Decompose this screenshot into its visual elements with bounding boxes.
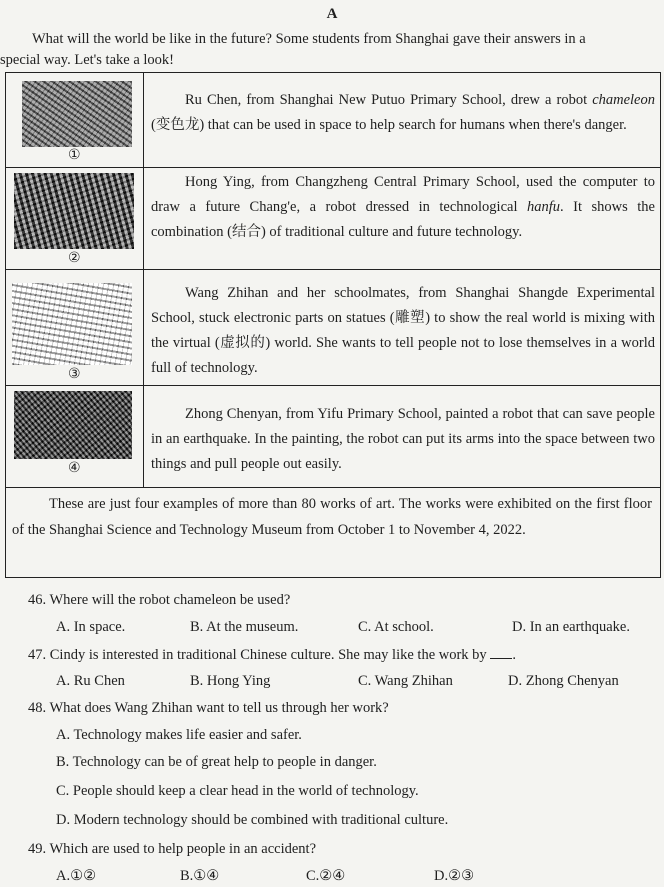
option-48-c[interactable]: C. People should keep a clear head in the world of technology. xyxy=(56,783,419,799)
column-divider xyxy=(143,73,144,487)
option-47-c[interactable]: C. Wang Zhihan xyxy=(358,673,453,689)
work-description xyxy=(151,88,655,138)
work-text: . It shows the combination (结合) of traditional culture and future technology. xyxy=(151,199,655,240)
works-table xyxy=(5,72,661,578)
option-48-a[interactable]: A. Technology makes life easier and safer. xyxy=(56,727,302,743)
option-49-a[interactable]: A.①② xyxy=(56,868,97,884)
question-49: 49. Which are used to help people in an accident? xyxy=(28,841,317,857)
option-46-c[interactable]: C. At school. xyxy=(358,619,434,635)
passage-heading: A xyxy=(326,6,338,22)
option-46-a[interactable]: A. In space. xyxy=(56,619,126,635)
table-footer-note: These are just four examples of more than 80 works of art. The works were exhibited on the first floor of the Shanghai Science and Technology Museum from October 1 to November 4, 2022. xyxy=(12,496,652,538)
option-47-a[interactable]: A. Ru Chen xyxy=(56,673,125,689)
intro-line-1: What will the world be like in the future? Some students from Shanghai gave their answers in a xyxy=(32,31,586,47)
option-49-c[interactable]: C.②④ xyxy=(306,868,346,884)
work-description xyxy=(151,281,655,381)
intro-line-2: special way. Let's take a look! xyxy=(0,52,174,68)
option-49-b[interactable]: B.①④ xyxy=(180,868,220,884)
work-text-italic: hanfu xyxy=(527,199,561,215)
row-divider xyxy=(6,487,660,488)
option-46-b[interactable]: B. At the museum. xyxy=(190,619,299,635)
option-49-d[interactable]: D.②③ xyxy=(434,868,475,884)
work-text: Wang Zhihan and her schoolmates, from Shanghai Shangde Experimental School, stuck electronic parts on statues (雕塑) to show the real world is mixing with the virtual (虚拟的) world. She wants to tell people not to lose themselves in a world full of technology. xyxy=(151,285,655,376)
work-text: Hong Ying, from Changzheng Central Primary School, used the computer to draw a future Chang'e, a robot dressed in technological xyxy=(151,174,655,215)
option-48-b[interactable]: B. Technology can be of great help to people in danger. xyxy=(56,754,377,770)
work-number: ④ xyxy=(68,460,81,476)
option-46-d[interactable]: D. In an earthquake. xyxy=(512,619,630,635)
artwork-image-chameleon xyxy=(22,81,132,147)
work-number: ① xyxy=(68,147,81,163)
work-description xyxy=(151,402,655,477)
artwork-image-earthquake-robot xyxy=(14,391,132,459)
question-47 xyxy=(28,646,516,664)
artwork-image-change xyxy=(14,173,134,249)
row-divider xyxy=(6,269,660,270)
question-47-text: 47. Cindy is interested in traditional Chinese culture. She may like the work by xyxy=(28,647,487,663)
work-text: Zhong Chenyan, from Yifu Primary School, painted a robot that can save people in an earthquake. In the painting, the robot can put its arms into the space between two things and pull people out easily. xyxy=(151,406,655,472)
question-47-end: . xyxy=(512,647,516,663)
option-47-b[interactable]: B. Hong Ying xyxy=(190,673,271,689)
artwork-image-statues xyxy=(12,283,132,365)
row-divider xyxy=(6,385,660,386)
work-description xyxy=(151,170,655,245)
work-number: ③ xyxy=(68,366,81,382)
question-46: 46. Where will the robot chameleon be used? xyxy=(28,592,291,608)
row-divider xyxy=(6,167,660,168)
work-text-italic: chameleon xyxy=(592,92,655,108)
option-47-d[interactable]: D. Zhong Chenyan xyxy=(508,673,619,689)
option-48-d[interactable]: D. Modern technology should be combined with traditional culture. xyxy=(56,812,449,828)
work-text: (变色龙) that can be used in space to help search for humans when there's danger. xyxy=(151,117,627,133)
question-48: 48. What does Wang Zhihan want to tell us through her work? xyxy=(28,700,389,716)
work-number: ② xyxy=(68,250,81,266)
work-text: Ru Chen, from Shanghai New Putuo Primary School, drew a robot xyxy=(185,92,593,108)
answer-blank xyxy=(490,646,512,659)
